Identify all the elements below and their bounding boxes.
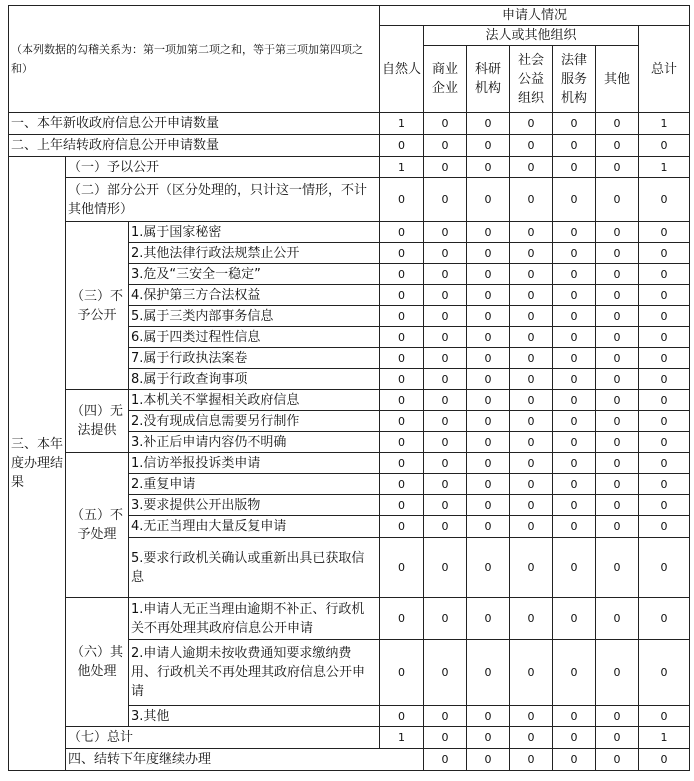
item-label: 4.保护第三方合法权益 — [129, 285, 380, 306]
value-cell: 0 — [596, 222, 639, 243]
value-cell: 0 — [424, 432, 467, 453]
item-label: 3.危及“三安全一稳定” — [129, 264, 380, 285]
group-label: （七）总计 — [66, 727, 380, 749]
value-cell: 0 — [596, 285, 639, 306]
value-cell: 0 — [596, 243, 639, 264]
value-cell: 0 — [596, 495, 639, 516]
value-cell: 0 — [510, 495, 553, 516]
value-cell: 0 — [424, 285, 467, 306]
value-cell: 0 — [467, 516, 510, 538]
value-cell: 0 — [380, 285, 424, 306]
value-cell: 0 — [424, 369, 467, 390]
row-label: 一、本年新收政府信息公开申请数量 — [9, 113, 380, 135]
value-cell: 0 — [510, 411, 553, 432]
value-cell: 0 — [424, 474, 467, 495]
legal-group-header: 法人或其他组织 — [424, 26, 639, 46]
value-cell: 0 — [596, 390, 639, 411]
item-label: 1.属于国家秘密 — [129, 222, 380, 243]
value-cell: 0 — [380, 390, 424, 411]
item-label: 3.其他 — [129, 706, 380, 727]
value-cell: 0 — [510, 598, 553, 640]
item-label: 2.没有现成信息需要另行制作 — [129, 411, 380, 432]
value-cell: 0 — [380, 264, 424, 285]
value-cell: 0 — [596, 113, 639, 135]
value-cell: 0 — [553, 432, 596, 453]
value-cell: 0 — [596, 749, 639, 771]
value-cell: 0 — [596, 178, 639, 222]
value-cell: 0 — [553, 411, 596, 432]
value-cell: 0 — [424, 495, 467, 516]
value-cell: 0 — [424, 157, 467, 178]
value-cell: 0 — [510, 390, 553, 411]
table-row — [9, 113, 690, 135]
value-cell: 0 — [639, 306, 690, 327]
value-cell: 0 — [467, 538, 510, 598]
value-cell: 0 — [596, 432, 639, 453]
value-cell: 0 — [553, 727, 596, 749]
table-row — [9, 390, 690, 411]
value-cell: 0 — [596, 306, 639, 327]
value-cell: 0 — [639, 598, 690, 640]
value-cell: 0 — [424, 222, 467, 243]
value-cell: 0 — [510, 327, 553, 348]
value-cell: 0 — [510, 453, 553, 474]
value-cell: 0 — [596, 348, 639, 369]
table-row — [9, 178, 690, 222]
value-cell: 0 — [424, 598, 467, 640]
value-cell: 0 — [639, 411, 690, 432]
table-row — [9, 727, 690, 749]
value-cell: 0 — [553, 538, 596, 598]
value-cell: 1 — [639, 727, 690, 749]
table-row — [9, 453, 690, 474]
value-cell: 0 — [424, 113, 467, 135]
value-cell: 0 — [639, 538, 690, 598]
item-label: 2.申请人逾期未按收费通知要求缴纳费用、行政机关不再处理其政府信息公开申请 — [129, 640, 380, 706]
value-cell: 0 — [639, 640, 690, 706]
value-cell: 0 — [639, 243, 690, 264]
value-cell: 0 — [553, 285, 596, 306]
value-cell: 0 — [639, 222, 690, 243]
value-cell: 0 — [467, 285, 510, 306]
value-cell: 0 — [596, 538, 639, 598]
value-cell: 0 — [639, 178, 690, 222]
value-cell: 0 — [510, 113, 553, 135]
value-cell: 0 — [639, 516, 690, 538]
value-cell: 0 — [553, 264, 596, 285]
value-cell: 0 — [467, 113, 510, 135]
legal-service-header: 法律服务机构 — [553, 46, 596, 113]
value-cell: 0 — [467, 432, 510, 453]
value-cell: 0 — [424, 135, 467, 157]
group-label: （一）予以公开 — [66, 157, 380, 178]
value-cell: 0 — [467, 474, 510, 495]
value-cell: 0 — [380, 495, 424, 516]
value-cell: 0 — [639, 135, 690, 157]
value-cell: 0 — [510, 432, 553, 453]
value-cell: 0 — [467, 157, 510, 178]
value-cell: 0 — [424, 390, 467, 411]
value-cell: 0 — [424, 348, 467, 369]
value-cell: 0 — [467, 327, 510, 348]
value-cell: 0 — [639, 474, 690, 495]
value-cell: 0 — [553, 516, 596, 538]
group-label: （三）不予公开 — [66, 222, 129, 390]
value-cell: 0 — [639, 264, 690, 285]
value-cell: 0 — [553, 157, 596, 178]
row-label: 二、上年结转政府信息公开申请数量 — [9, 135, 380, 157]
value-cell: 0 — [380, 516, 424, 538]
value-cell: 0 — [639, 285, 690, 306]
value-cell: 0 — [510, 157, 553, 178]
value-cell: 0 — [424, 538, 467, 598]
value-cell: 0 — [380, 348, 424, 369]
total-header: 总计 — [639, 26, 690, 113]
value-cell: 0 — [553, 640, 596, 706]
value-cell: 0 — [596, 474, 639, 495]
value-cell: 0 — [639, 495, 690, 516]
value-cell: 0 — [380, 178, 424, 222]
value-cell: 0 — [553, 243, 596, 264]
value-cell: 0 — [596, 727, 639, 749]
value-cell: 0 — [510, 243, 553, 264]
value-cell: 0 — [553, 453, 596, 474]
value-cell: 0 — [467, 640, 510, 706]
item-label: 1.本机关不掌握相关政府信息 — [129, 390, 380, 411]
value-cell: 0 — [380, 243, 424, 264]
value-cell: 0 — [639, 453, 690, 474]
value-cell: 0 — [424, 516, 467, 538]
commercial-header: 商业企业 — [424, 46, 467, 113]
value-cell: 0 — [380, 135, 424, 157]
value-cell: 0 — [467, 222, 510, 243]
item-label: 5.要求行政机关确认或重新出具已获取信息 — [129, 538, 380, 598]
value-cell: 0 — [424, 264, 467, 285]
group-label: （二）部分公开（区分处理的，只计这一情形，不计其他情形） — [66, 178, 380, 222]
value-cell: 0 — [424, 243, 467, 264]
value-cell: 0 — [380, 411, 424, 432]
applicant-header: 申请人情况 — [380, 6, 690, 26]
gov-info-disclosure-table — [8, 5, 690, 771]
value-cell: 0 — [639, 706, 690, 727]
value-cell: 0 — [380, 432, 424, 453]
value-cell: 0 — [596, 640, 639, 706]
value-cell: 0 — [639, 369, 690, 390]
value-cell: 0 — [596, 369, 639, 390]
value-cell: 0 — [510, 178, 553, 222]
table-row — [9, 135, 690, 157]
item-label: 1.申请人无正当理由逾期不补正、行政机关不再处理其政府信息公开申请 — [129, 598, 380, 640]
value-cell: 0 — [467, 453, 510, 474]
value-cell: 0 — [596, 453, 639, 474]
social-header: 社会公益组织 — [510, 46, 553, 113]
value-cell: 0 — [553, 390, 596, 411]
table-row — [9, 222, 690, 243]
value-cell: 0 — [467, 264, 510, 285]
value-cell: 0 — [467, 495, 510, 516]
natural-person-header: 自然人 — [380, 26, 424, 113]
table-row — [9, 598, 690, 640]
value-cell: 0 — [639, 390, 690, 411]
other-header: 其他 — [596, 46, 639, 113]
value-cell: 0 — [510, 749, 553, 771]
value-cell: 0 — [467, 598, 510, 640]
value-cell: 0 — [510, 516, 553, 538]
value-cell: 0 — [510, 474, 553, 495]
value-cell: 0 — [596, 598, 639, 640]
value-cell: 0 — [467, 348, 510, 369]
research-header: 科研机构 — [467, 46, 510, 113]
value-cell: 0 — [510, 348, 553, 369]
value-cell: 1 — [380, 113, 424, 135]
value-cell: 0 — [467, 749, 510, 771]
table-wrapper — [8, 5, 690, 771]
value-cell: 0 — [467, 243, 510, 264]
item-label: 6.属于四类过程性信息 — [129, 327, 380, 348]
value-cell: 0 — [553, 474, 596, 495]
group-label: （五）不予处理 — [66, 453, 129, 598]
value-cell: 0 — [510, 222, 553, 243]
item-label: 1.信访举报投诉类申请 — [129, 453, 380, 474]
value-cell: 0 — [424, 327, 467, 348]
value-cell: 0 — [510, 369, 553, 390]
value-cell: 0 — [380, 598, 424, 640]
value-cell: 0 — [553, 135, 596, 157]
table-row — [9, 157, 690, 178]
value-cell: 0 — [553, 495, 596, 516]
value-cell: 0 — [380, 706, 424, 727]
value-cell: 0 — [424, 749, 467, 771]
value-cell: 0 — [380, 453, 424, 474]
value-cell: 0 — [510, 264, 553, 285]
value-cell: 0 — [424, 306, 467, 327]
value-cell: 0 — [510, 285, 553, 306]
value-cell: 0 — [639, 348, 690, 369]
value-cell: 0 — [424, 706, 467, 727]
value-cell: 0 — [596, 157, 639, 178]
value-cell: 0 — [424, 178, 467, 222]
value-cell: 0 — [424, 640, 467, 706]
value-cell: 0 — [380, 369, 424, 390]
value-cell: 0 — [467, 135, 510, 157]
value-cell: 0 — [467, 306, 510, 327]
item-label: 8.属于行政查询事项 — [129, 369, 380, 390]
value-cell: 0 — [553, 598, 596, 640]
value-cell: 0 — [553, 178, 596, 222]
value-cell: 0 — [639, 749, 690, 771]
value-cell: 0 — [596, 516, 639, 538]
value-cell: 0 — [380, 474, 424, 495]
value-cell: 0 — [424, 453, 467, 474]
value-cell: 0 — [553, 348, 596, 369]
value-cell: 0 — [424, 727, 467, 749]
value-cell: 0 — [467, 706, 510, 727]
item-label: 2.其他法律行政法规禁止公开 — [129, 243, 380, 264]
section-three-label: 三、本年度办理结果 — [9, 157, 66, 771]
item-label: 2.重复申请 — [129, 474, 380, 495]
value-cell: 0 — [467, 369, 510, 390]
value-cell: 0 — [639, 327, 690, 348]
row-label: 四、结转下年度继续办理 — [66, 749, 424, 771]
value-cell: 1 — [639, 113, 690, 135]
value-cell: 0 — [510, 706, 553, 727]
value-cell: 0 — [596, 264, 639, 285]
item-label: 3.要求提供公开出版物 — [129, 495, 380, 516]
value-cell: 0 — [553, 113, 596, 135]
value-cell: 0 — [639, 432, 690, 453]
value-cell: 0 — [467, 390, 510, 411]
table-row — [9, 749, 690, 771]
value-cell: 0 — [380, 640, 424, 706]
value-cell: 0 — [596, 135, 639, 157]
value-cell: 0 — [380, 327, 424, 348]
group-label: （六）其他处理 — [66, 598, 129, 727]
formula-note: （本列数据的勾稽关系为：第一项加第二项之和，等于第三项加第四项之和） — [9, 6, 380, 113]
value-cell: 0 — [596, 706, 639, 727]
value-cell: 1 — [380, 727, 424, 749]
value-cell: 0 — [553, 327, 596, 348]
value-cell: 0 — [510, 538, 553, 598]
value-cell: 0 — [510, 135, 553, 157]
value-cell: 1 — [639, 157, 690, 178]
value-cell: 0 — [553, 706, 596, 727]
value-cell: 0 — [553, 306, 596, 327]
value-cell: 0 — [467, 411, 510, 432]
value-cell: 0 — [510, 640, 553, 706]
value-cell: 1 — [380, 157, 424, 178]
value-cell: 0 — [510, 306, 553, 327]
value-cell: 0 — [467, 727, 510, 749]
value-cell: 0 — [553, 369, 596, 390]
value-cell: 0 — [596, 411, 639, 432]
value-cell: 0 — [510, 727, 553, 749]
item-label: 3.补正后申请内容仍不明确 — [129, 432, 380, 453]
item-label: 5.属于三类内部事务信息 — [129, 306, 380, 327]
value-cell: 0 — [424, 411, 467, 432]
value-cell: 0 — [596, 327, 639, 348]
value-cell: 0 — [553, 749, 596, 771]
group-label: （四）无法提供 — [66, 390, 129, 453]
value-cell: 0 — [380, 538, 424, 598]
item-label: 4.无正当理由大量反复申请 — [129, 516, 380, 538]
value-cell: 0 — [380, 306, 424, 327]
item-label: 7.属于行政执法案卷 — [129, 348, 380, 369]
value-cell: 0 — [553, 222, 596, 243]
value-cell: 0 — [467, 178, 510, 222]
value-cell: 0 — [380, 222, 424, 243]
